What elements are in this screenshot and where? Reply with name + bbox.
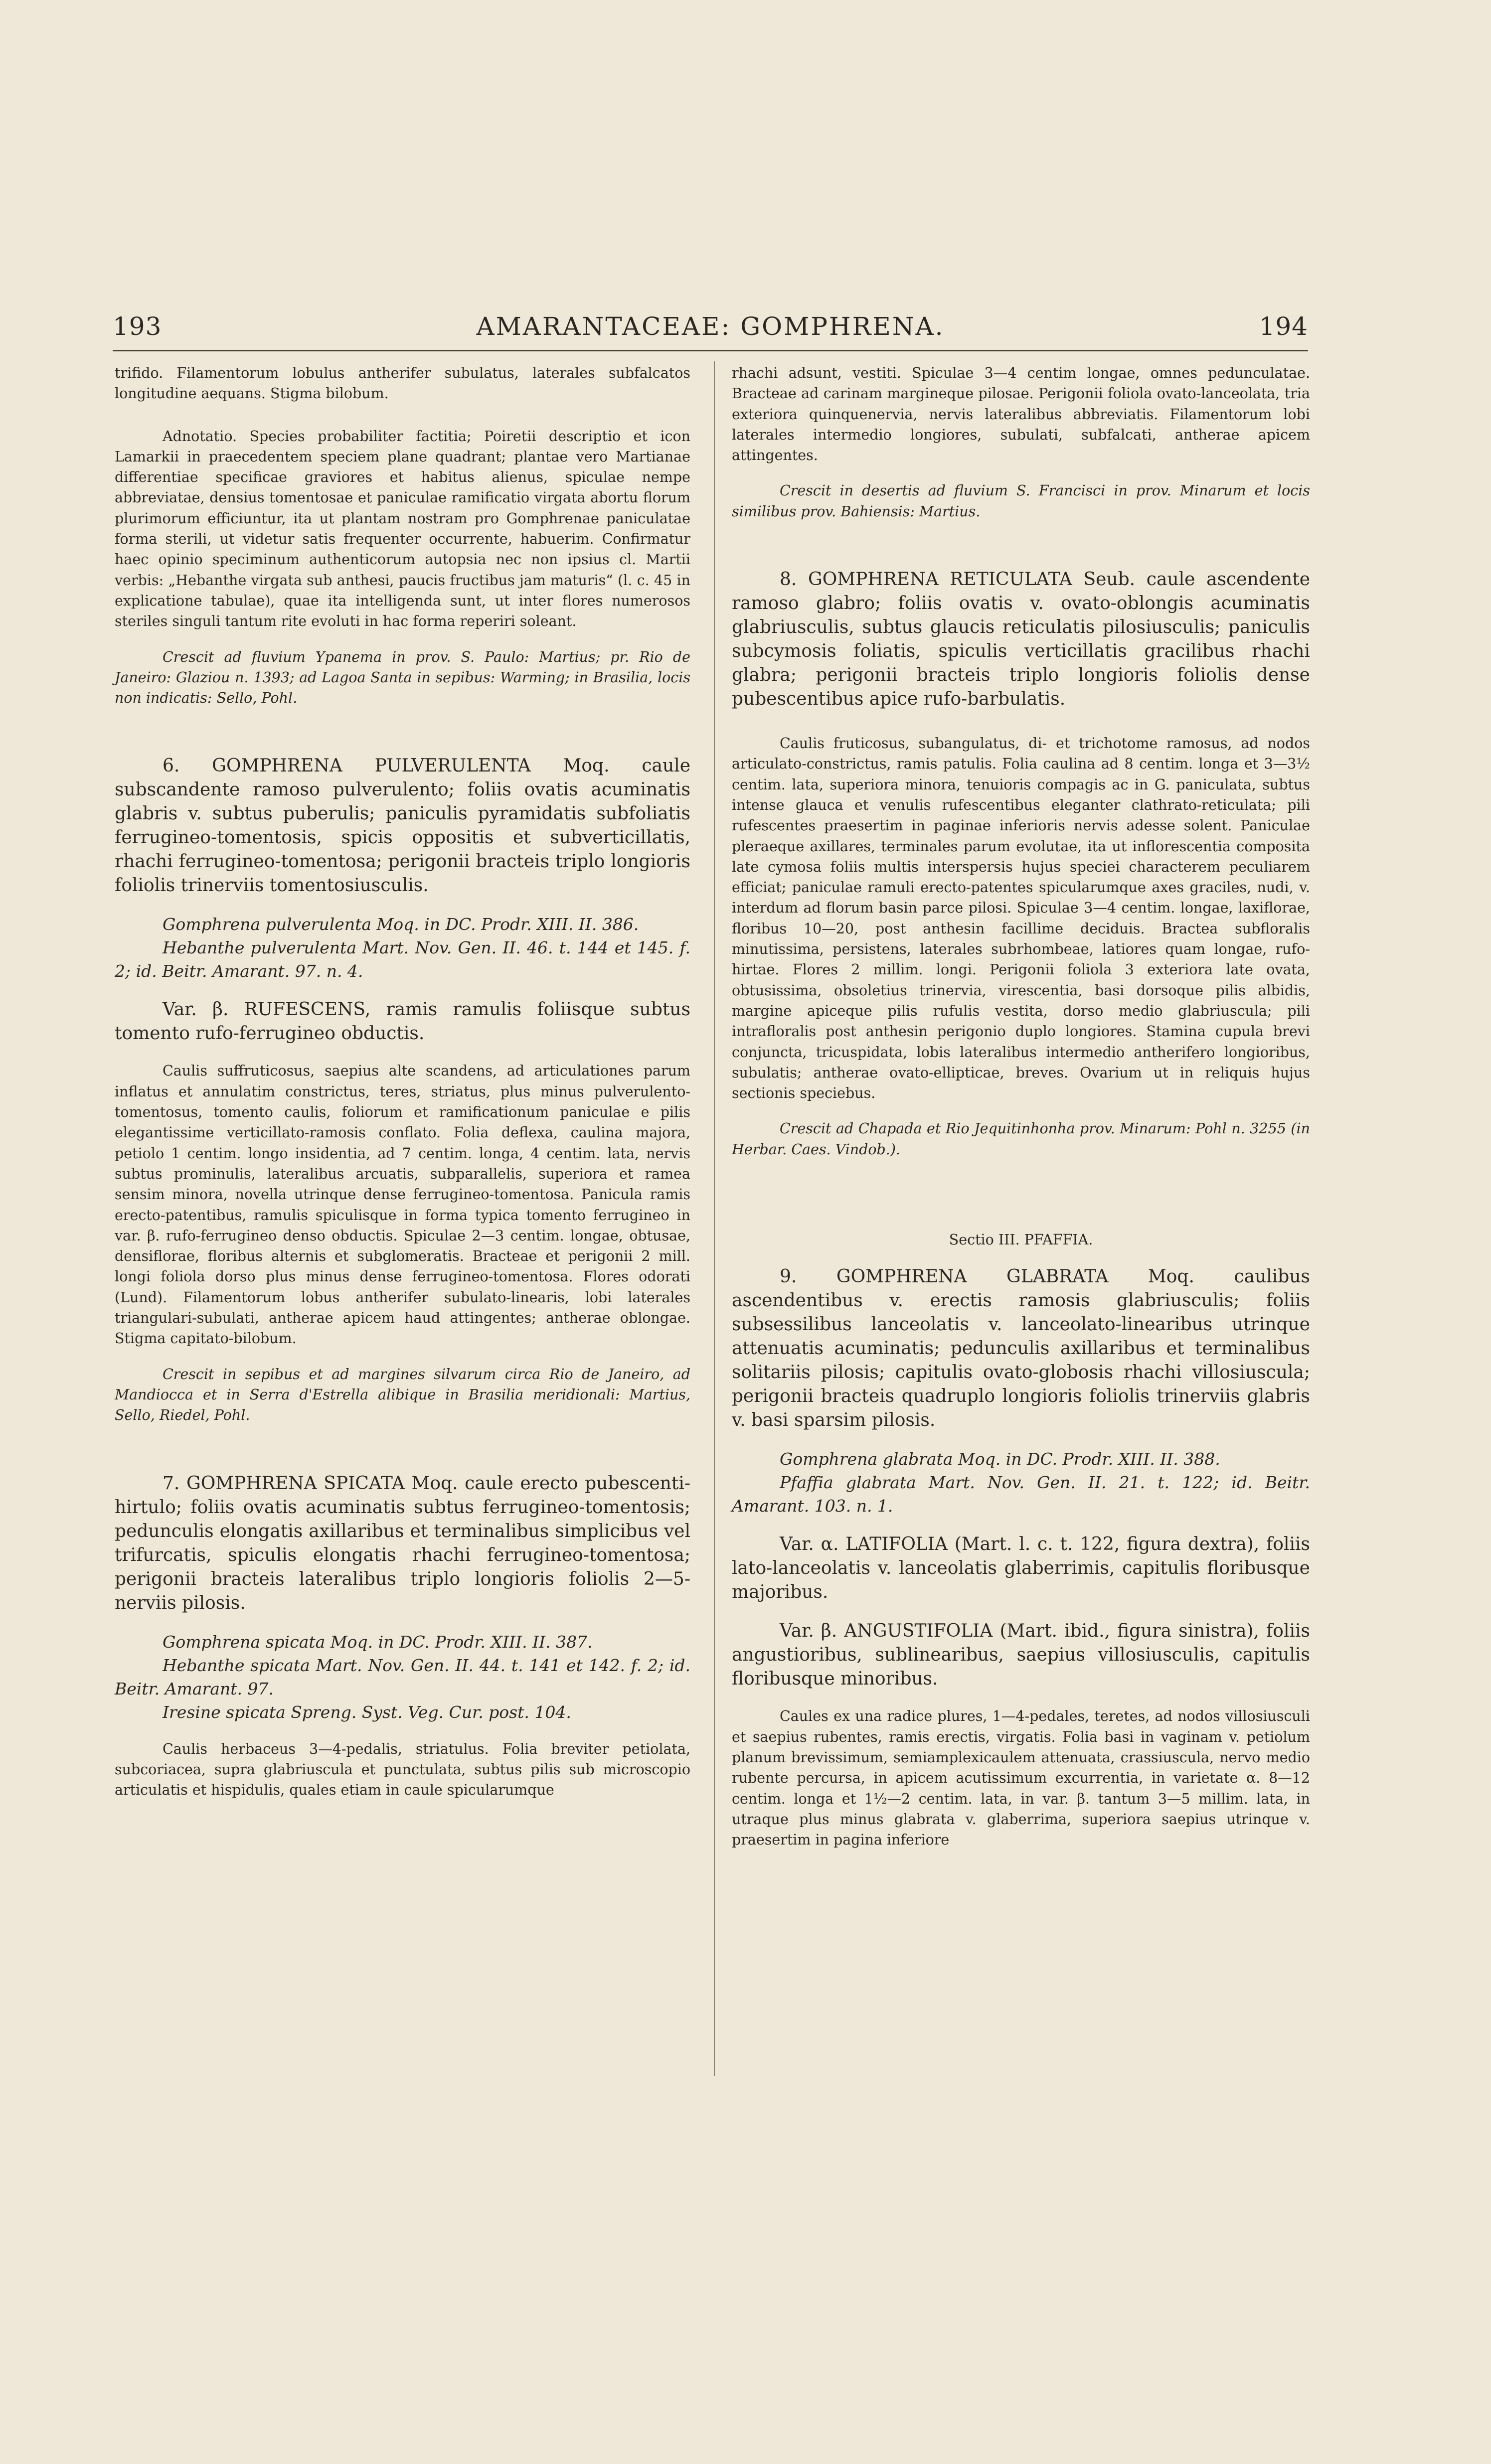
section-heading: Sectio III. PFAFFIA. (949, 1232, 1093, 1248)
synonym-reference: Hebanthe pulverulenta Mart. Nov. Gen. II. 46. t. 144 et 145. f. 2; id. Beitr. Amarant. 97. n. 4. (115, 938, 690, 981)
species-heading: 6. GOMPHRENA PULVERULENTA Moq. caule subscandente ramoso pulverulento; foliis ovatis acuminatis glabris v. subtus puberulis; paniculis pyramidatis subfoliatis ferrugineo-tomentosis, spicis oppositis et subverticillatis, rhachi ferrugineo-tomentosa; perigonii bracteis triplo longioris foliolis trinerviis tomentosiusculis. (115, 756, 690, 896)
synonym-reference: Gomphrena spicata Moq. in DC. Prodr. XIII. II. 387. (163, 1632, 593, 1652)
habitat-paragraph: Crescit in desertis ad fluvium S. Francisci in prov. Minarum et locis similibus prov. Bahiensis: Martius. (732, 482, 1310, 520)
habitat-paragraph: Crescit ad Chapada et Rio Jequitinhonha prov. Minarum: Pohl n. 3255 (in Herbar. Caes. Vindob.). (732, 1120, 1310, 1158)
description-paragraph: Caules ex una radice plures, 1—4-pedales, teretes, ad nodos villosiusculi et saepius rubentes, ramis erectis, virgatis. Folia basi in vaginam v. petiolum planum brevissimum, semiamplexicaulem attenuata, crassiuscula, nervo medio rubente percursa, in apicem acutissimum excurrentia, in varietate α. 8—12 centim. longa et 1½—2 centim. lata, in var. β. tantum 3—5 millim. lata, in utraque plus minus glabrata v. glaberrima, superiora saepius utrinque v. praesertim in pagina inferiore (732, 1708, 1310, 1848)
header-rule (113, 350, 1308, 351)
species-heading: 7. GOMPHRENA SPICATA Moq. caule erecto pubescenti-hirtulo; foliis ovatis acuminatis subtus ferrugineo-tomentosis; pedunculis elongatis axillaribus et terminalibus simplicibus vel trifurcatis, spiculis elongatis rhachi ferrugineo-tomentosa; perigonii bracteis lateralibus triplo longioris foliolis 2—5-nerviis pilosis. (115, 1473, 690, 1613)
right-column (732, 363, 1310, 1850)
synonym-reference: Hebanthe spicata Mart. Nov. Gen. II. 44. t. 141 et 142. f. 2; id. Beitr. Amarant. 97. (115, 1655, 690, 1698)
variety-paragraph: Var. α. LATIFOLIA (Mart. l. c. t. 122, figura dextra), foliis lato-lanceolatis v. lanceolatis glaberrimis, capitulis floribusque majoribus. (732, 1534, 1310, 1603)
synonym-reference: Gomphrena glabrata Moq. in DC. Prodr. XIII. II. 388. (780, 1449, 1220, 1469)
running-title: AMARANTACEAE: GOMPHRENA. (476, 312, 945, 341)
description-paragraph: Caulis fruticosus, subangulatus, di- et trichotome ramosus, ad nodos articulato-constrictus, ramis patulis. Folia caulina ad 8 centim. longa et 3—3½ centim. lata, superiora minora, tenuioris compagis ac in G. paniculata, subtus intense glauca et venulis rufescentibus eleganter clathrato-reticulata; pili rufescentes praesertim in paginae inferioris nervis adesse solent. Paniculae pleraeque axillares, terminales parum evolutae, ita ut inflorescentia composita late cymosa foliis multis interspersis hujus speciei characterem peculiarem efficiat; paniculae ramuli erecto-patentes spicularumque axes graciles, nudi, v. interdum ad florum basin parce pilosi. Spiculae 3—4 centim. longae, laxiflorae, floribus 10—20, post anthesin facillime deciduis. Bractea subfloralis minutissima, persistens, laterales subrhombeae, latiores quam longae, rufo-hirtae. Flores 2 millim. longi. Perigonii foliola 3 exteriora late ovata, obtusissima, obsoletius trinervia, virescentia, basi dorsoque pilis albidis, margine apiceque pilis rufulis vestita, dorso medio glabriuscula; pili intrafloralis post anthesin perigonio duplo longiores. Stamina cupula brevi conjuncta, tricuspidata, lobis lateralibus intermedio antherifero longioribus, subulatis; antherae ovato-ellipticae, breves. Ovarium ut in reliquis hujus sectionis speciebus. (732, 735, 1310, 1102)
adnotatio-paragraph: Adnotatio. Species probabiliter factitia; Poiretii descriptio et icon Lamarkii in praecedentem speciem plane quadrant; plantae vero Martianae differentiae specificae graviores et habitus alienus, spiculae nempe abbreviatae, densius tomentosae et paniculae ramificatio virgata abortu florum plurimorum efficiuntur, ita ut plantam nostram pro Gomphrenae paniculatae forma sterili, ut videtur satis frequenter occurrente, habuerim. Confirmatur haec opinio speciminum authenticorum autopsia nec non ipsius cl. Martii verbis: „Hebanthe virgata sub anthesi, paucis fructibus jam maturis“ (l. c. 45 in explicatione tabulae), quae ita intelligenda sunt, ut inter flores numerosos steriles singuli tantum rite evoluti in hac forma reperiri soleant. (115, 428, 690, 630)
column-divider (714, 361, 715, 2076)
synonym-reference: Gomphrena pulverulenta Moq. in DC. Prodr. XIII. II. 386. (163, 915, 639, 934)
synonym-reference: Iresine spicata Spreng. Syst. Veg. Cur. post. 104. (163, 1702, 571, 1722)
running-header (113, 305, 1308, 345)
left-column (115, 363, 690, 1800)
species-heading: 9. GOMPHRENA GLABRATA Moq. caulibus ascendentibus v. erectis ramosis glabriusculis; foliis subsessilibus lanceolatis v. lanceolato-linearibus utrinque attenuatis acuminatis; pedunculis axillaribus et terminalibus solitariis pilosis; capitulis ovato-globosis rhachi villosiuscula; perigonii bracteis quadruplo longioris foliolis trinerviis glabris v. basi sparsim pilosis. (732, 1266, 1310, 1431)
description-paragraph: Caulis suffruticosus, saepius alte scandens, ad articulationes parum inflatus et annulatim constrictus, teres, striatus, plus minus pulverulento-tomentosus, tomento caulis, foliorum et ramificationum paniculae e pilis elegantissime verticillato-ramosis conflato. Folia deflexa, caulina majora, petiolo 1 centim. longo insidentia, ad 7 centim. longa, 4 centim. lata, nervis subtus prominulis, lateralibus arcuatis, subparallelis, superiora et ramea sensim minora, novella utrinque dense ferrugineo-tomentosa. Panicula ramis erecto-patentibus, ramulis spiculisque in forma typica tomento ferrugineo in var. β. rufo-ferrugineo denso obductis. Spiculae 2—3 centim. longae, obtusae, densiflorae, floribus alternis et subglomeratis. Bracteae et perigonii 2 mill. longi foliola dorso plus minus dense ferrugineo-tomentosa. Flores odorati (Lund). Filamentorum lobus antherifer subulato-linearis, lobi laterales triangulari-subulati, antherae apicem haud attingentes; antherae oblongae. Stigma capitato-bilobum. (115, 1063, 690, 1347)
paragraph: trifido. Filamentorum lobulus antherifer subulatus, laterales subfalcatos longitudine aequans. Stigma bilobum. (115, 365, 690, 402)
page-number-right: 194 (1259, 312, 1308, 341)
description-paragraph: Caulis herbaceus 3—4-pedalis, striatulus. Folia breviter petiolata, subcoriacea, supra glabriuscula et punctulata, subtus pilis sub microscopio articulatis et hispidulis, quales etiam in caule spicularumque (115, 1740, 690, 1799)
page-number-left: 193 (113, 312, 162, 341)
habitat-paragraph: Crescit ad fluvium Ypanema in prov. S. Paulo: Martius; pr. Rio de Janeiro: Glaziou n. 1393; ad Lagoa Santa in sepibus: Warming; in Brasilia, locis non indicatis: Sello, Pohl. (115, 648, 690, 707)
habitat-paragraph: Crescit in sepibus et ad margines silvarum circa Rio de Janeiro, ad Mandiocca et in Serra d'Estrella alibique in Brasilia meridionali: Martius, Sello, Riedel, Pohl. (115, 1366, 690, 1424)
synonym-reference: Pfaffia glabrata Mart. Nov. Gen. II. 21. t. 122; id. Beitr. Amarant. 103. n. 1. (732, 1473, 1310, 1516)
species-heading: 8. GOMPHRENA RETICULATA Seub. caule ascendente ramoso glabro; foliis ovatis v. ovato-oblongis acuminatis glabriusculis, subtus glaucis reticulatis pilosiusculis; paniculis subcymosis foliatis, spiculis verticillatis gracilibus rhachi glabra; perigonii bracteis triplo longioris foliolis dense pubescentibus apice rufo-barbulatis. (732, 569, 1310, 710)
paragraph: rhachi adsunt, vestiti. Spiculae 3—4 centim longae, omnes pedunculatae. Bracteae ad carinam margineque pilosae. Perigonii foliola ovato-lanceolata, tria exteriora quinquenervia, nervis lateralibus abbreviatis. Filamentorum lobi laterales intermedio longiores, subulati, subfalcati, antherae apicem attingentes. (732, 365, 1310, 464)
variety-paragraph: Var. β. RUFESCENS, ramis ramulis foliisque subtus tomento rufo-ferrugineo obductis. (115, 999, 690, 1044)
variety-paragraph: Var. β. ANGUSTIFOLIA (Mart. ibid., figura sinistra), foliis angustioribus, sublinearibus, saepius villosiusculis, capitulis floribusque minoribus. (732, 1621, 1310, 1690)
